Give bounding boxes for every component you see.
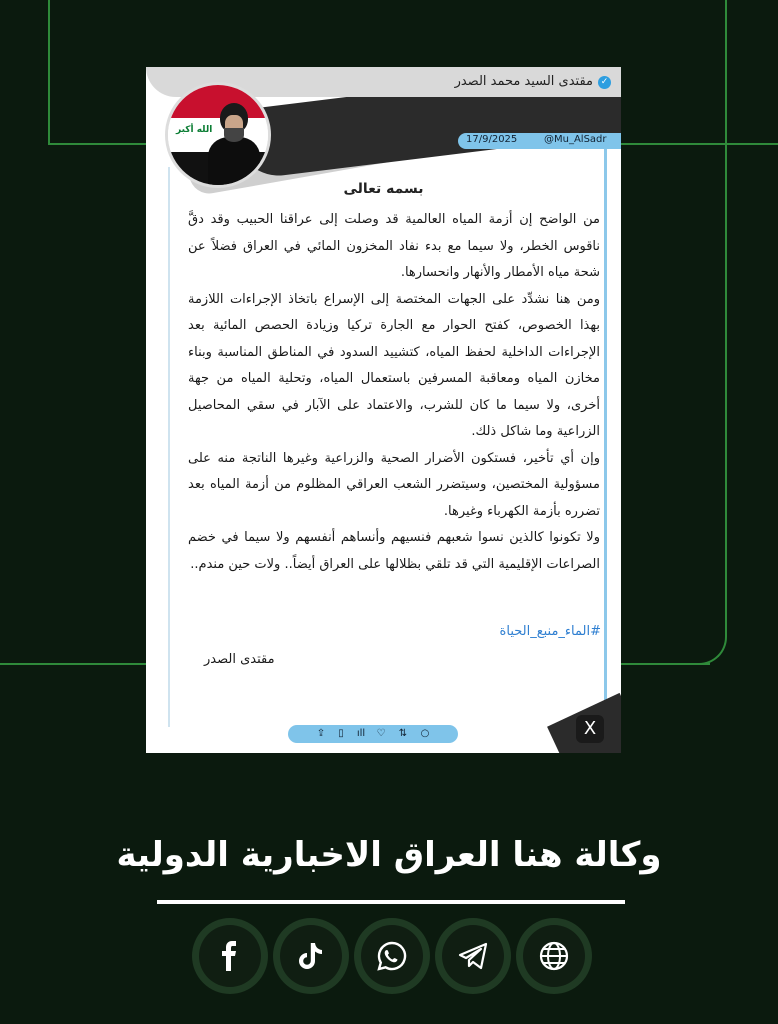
action-bar: [288, 725, 458, 743]
decor-line: [48, 0, 50, 145]
share-icon[interactable]: ⇪: [316, 728, 326, 739]
account-name[interactable]: مقتدى السيد محمد الصدر: [454, 74, 593, 89]
telegram-icon[interactable]: [435, 918, 511, 994]
frame-line: [604, 149, 607, 729]
decor-line: [620, 143, 778, 145]
like-icon[interactable]: ♡: [376, 728, 386, 739]
post-date: 17/9/2025: [466, 134, 518, 145]
flag-script: الله أكبر: [176, 125, 213, 135]
person-portrait: [208, 103, 260, 185]
decor-line: [48, 143, 148, 145]
post-body: [188, 207, 600, 578]
post-paragraph: ولا تكونوا كالذين نسوا شعبهم فنسيهم وأنساهم أنفسهم ولا سيما في خضم الصراعات الإقليمية التي قد تلقي بظلالها على العراق أيضاً.. ولات حين مندم..: [188, 530, 600, 572]
decor-line: [0, 663, 150, 665]
post-card: [146, 67, 621, 753]
tiktok-icon[interactable]: [273, 918, 349, 994]
web-icon[interactable]: [516, 918, 592, 994]
whatsapp-icon[interactable]: [354, 918, 430, 994]
reply-icon[interactable]: ○: [420, 728, 430, 739]
agency-name: وكالة هنا العراق الاخبارية الدولية: [116, 835, 662, 875]
decor-line: [620, 663, 710, 665]
basmala-heading: بسمه تعالى: [343, 181, 424, 197]
decor-line: [695, 0, 727, 665]
x-logo-icon[interactable]: X: [576, 715, 604, 743]
repost-icon[interactable]: ⇅: [398, 728, 408, 739]
post-paragraph: ومن هنا نشدِّد على الجهات المختصة إلى الإسراع باتخاذ الإجراءات اللازمة بهذا الخصوص، كفتح الحوار مع الجارة تركيا وزيادة الحصص المائية بعد الإجراءات الداخلية لحفظ المياه، كتشييد السدود في المناطق المناسبة وبناء مخازن المياه ومعاقبة المسرفين باستعمال المياه، وتحلية المياه من جهة أخرى، ولا سيما ما كان للشرب، والاعتماد على الآبار في سقي المحاصيل الزراعية وما شاكل ذلك.: [188, 291, 600, 439]
post-paragraph: من الواضح إن أزمة المياه العالمية قد وصلت إلى عراقنا الحبيب وقد دقَّ ناقوس الخطر، ولا سيما مع بدء نفاد المخزون المائي في العراق فضلاً عن شحة مياه الأمطار والأنهار وانحسارها.: [188, 212, 600, 280]
hashtag-link[interactable]: #الماء_منبع_الحياة: [499, 624, 601, 639]
account-handle[interactable]: @Mu_AlSadr: [544, 134, 607, 145]
post-paragraph: وإن أي تأخير، فستكون الأضرار الصحية والزراعية وغيرها الناتجة منه على مسؤولية المختصين، وسيتضرر الشعب العراقي المظلوم من أزمة المياه بعد تضرره بأزمة الكهرباء وغيرها.: [188, 450, 600, 519]
stats-icon[interactable]: ıll: [356, 728, 366, 739]
divider: [157, 900, 625, 904]
signature: مقتدى الصدر: [204, 652, 275, 667]
verified-icon: ✓: [598, 76, 611, 89]
avatar[interactable]: [168, 85, 268, 185]
frame-line: [168, 167, 170, 727]
social-links: [0, 918, 778, 994]
facebook-icon[interactable]: [192, 918, 268, 994]
date-bar: [458, 133, 621, 149]
bookmark-icon[interactable]: ▯: [338, 728, 344, 739]
